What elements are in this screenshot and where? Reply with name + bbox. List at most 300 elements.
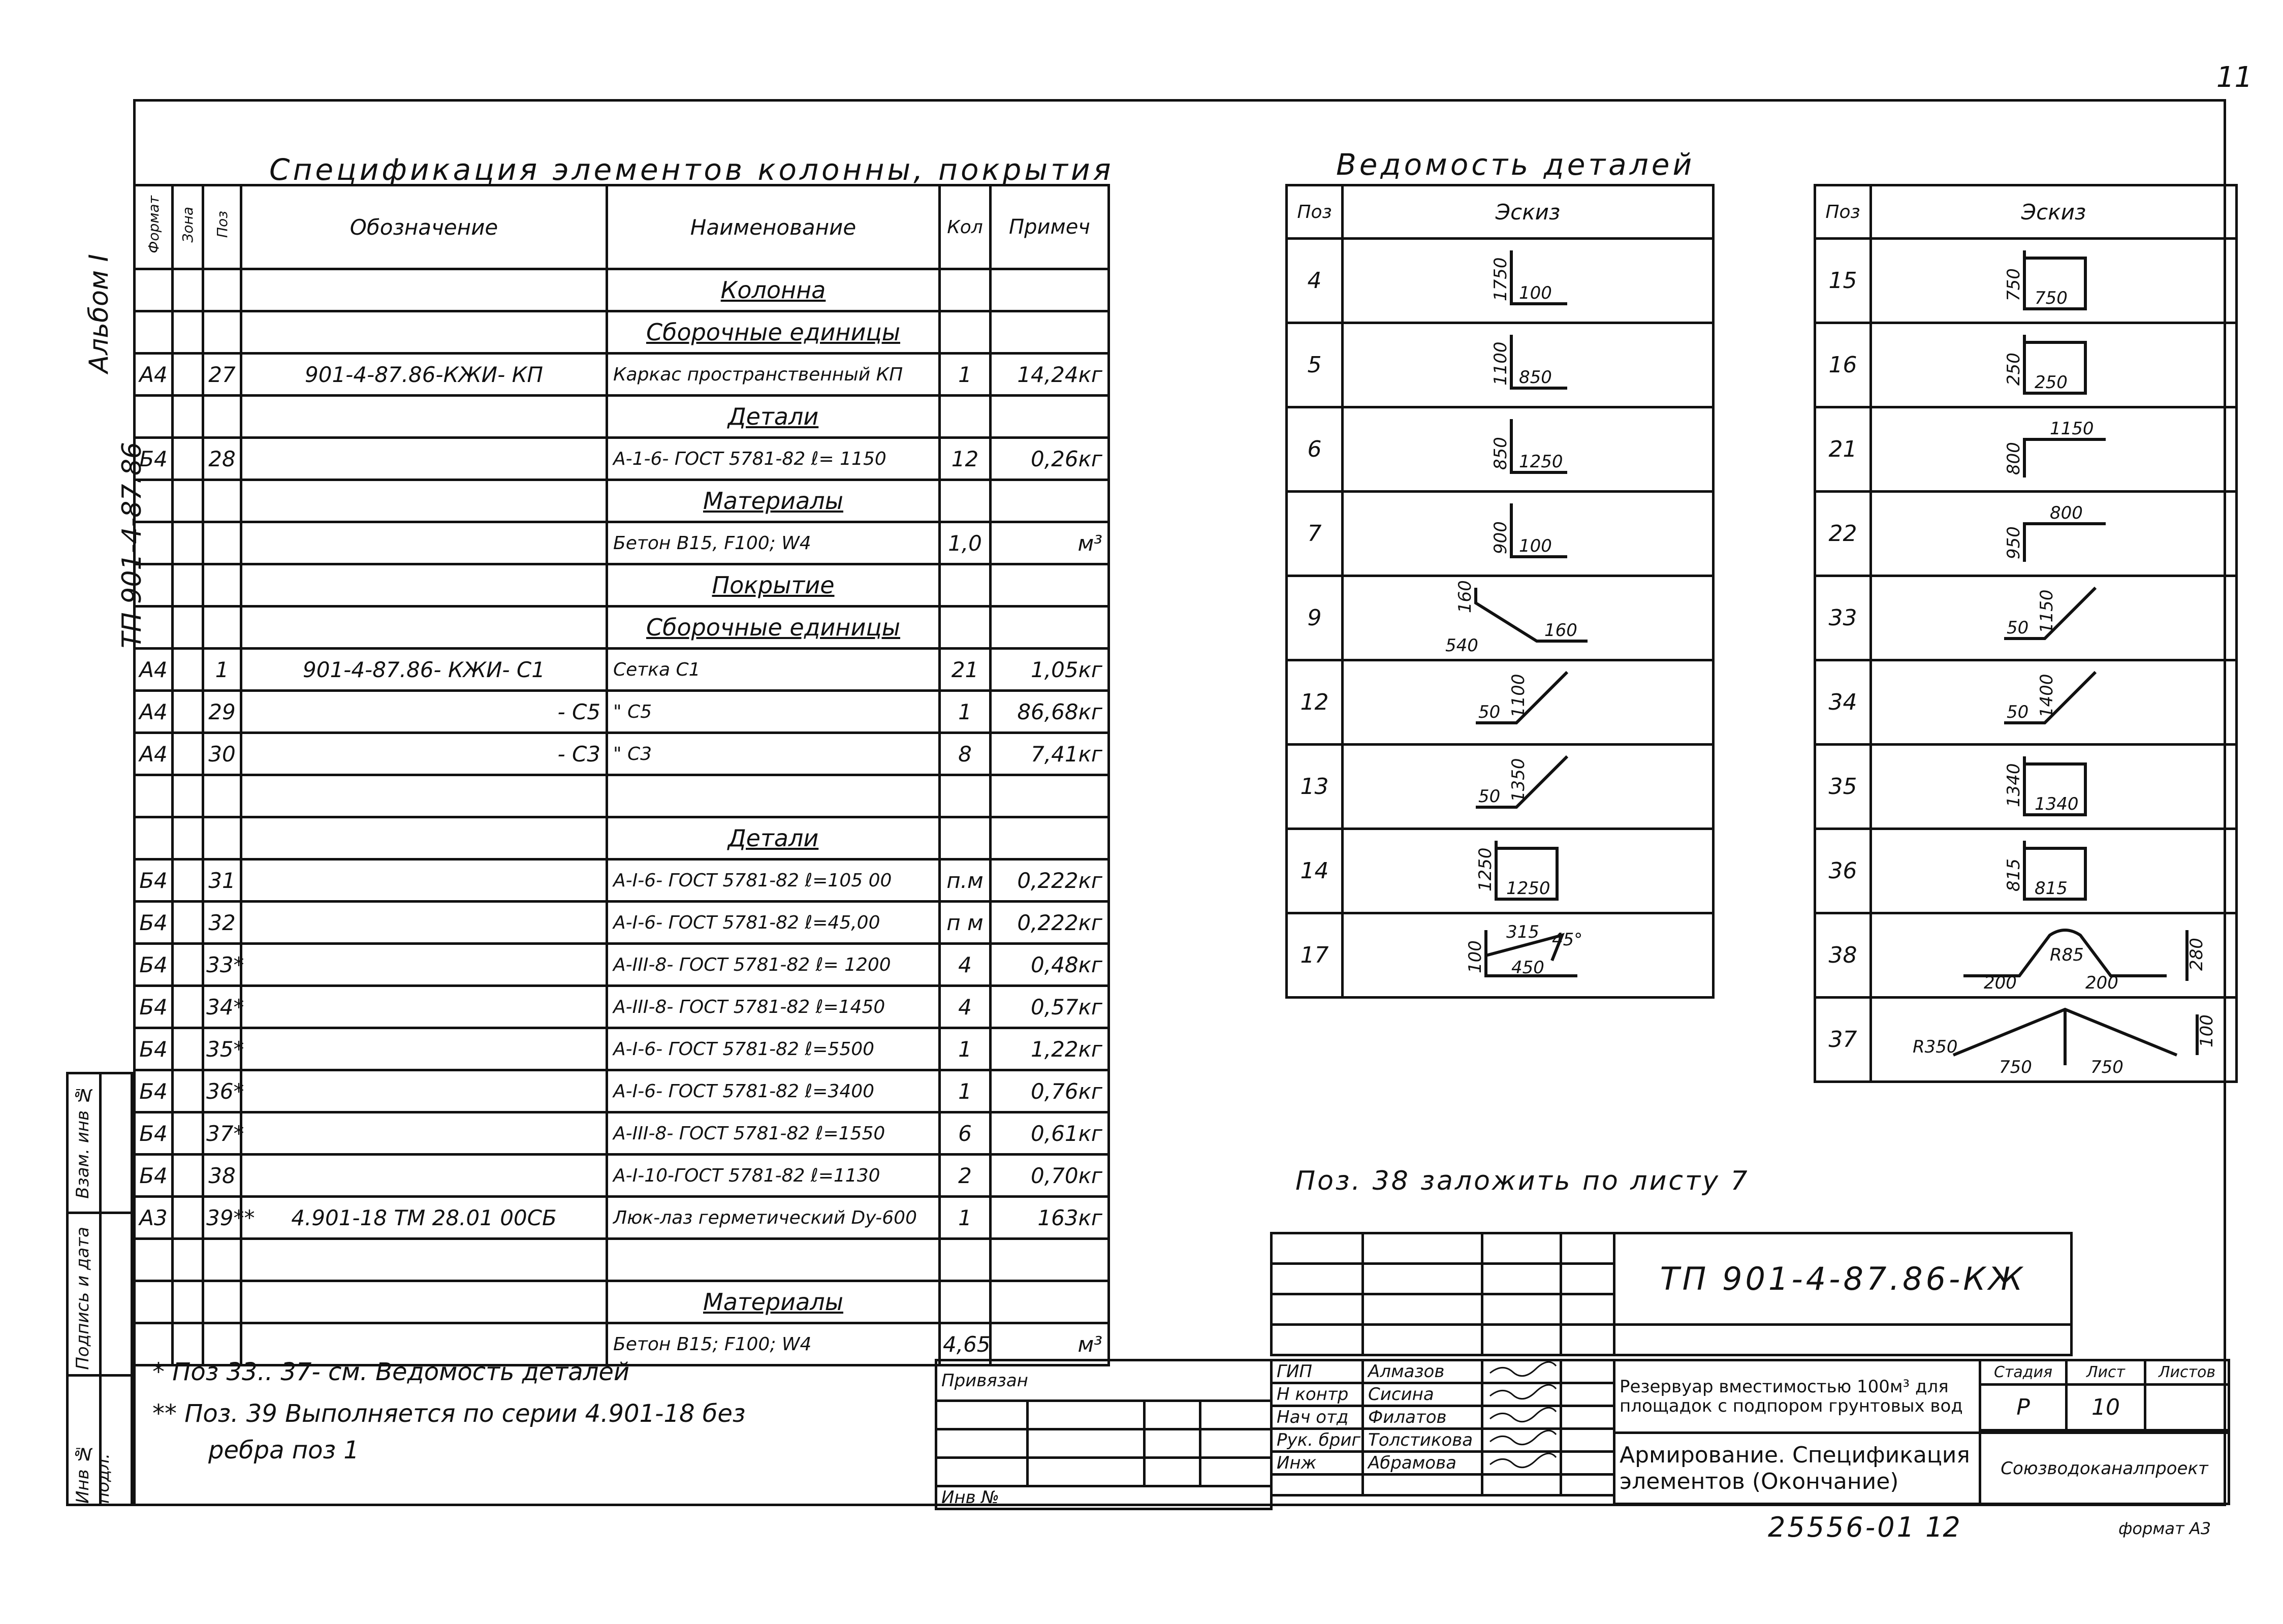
spec-cell-note <box>991 269 1109 311</box>
signature-date-label: Подпись и дата <box>73 1227 93 1370</box>
spec-cell-zone <box>173 396 203 438</box>
sketch-dim: 100 <box>1465 940 1485 973</box>
spec-cell-name: Материалы <box>607 1281 940 1323</box>
detail-sketch <box>1343 492 1714 576</box>
spec-row <box>135 1112 1109 1155</box>
spec-cell-qty: 1,0 <box>940 522 991 564</box>
spec-cell-qty: 8 <box>940 733 991 775</box>
detail-row <box>1287 492 1714 576</box>
role-signature <box>1482 1429 1561 1452</box>
spec-cell-note <box>991 564 1109 607</box>
spec-cell-designation <box>241 1028 607 1070</box>
spec-cell-qty: 1 <box>940 1070 991 1112</box>
signature-scribble <box>1487 1385 1559 1400</box>
sketch-line <box>2024 439 2106 477</box>
spec-cell-designation <box>241 944 607 986</box>
object-block <box>1613 1359 2230 1505</box>
sketch-dim: 750 <box>2035 288 2068 308</box>
spec-cell-name: Покрытие <box>607 564 940 607</box>
spec-cell-name: А-III-8- ГОСТ 5781-82 ℓ=1450 <box>607 986 940 1028</box>
roles-table <box>1270 1359 1615 1496</box>
spec-cell-pos <box>203 775 241 817</box>
detail-row <box>1815 660 2237 745</box>
spec-cell-pos: 28 <box>203 438 241 480</box>
spec-cell-format <box>135 269 173 311</box>
spec-table <box>133 184 1110 1366</box>
spec-row <box>135 986 1109 1028</box>
sketch-dim: 815 <box>2035 878 2068 899</box>
spec-cell-pos <box>203 311 241 354</box>
spec-cell-zone <box>173 522 203 564</box>
spec-cell-format: Б4 <box>135 944 173 986</box>
sheet-label: Лист <box>2067 1360 2145 1385</box>
pos-header: Поз <box>213 211 231 238</box>
detail-sketch <box>1871 576 2237 660</box>
sketch-dim: 160 <box>1544 620 1577 641</box>
drawing-code: ТП 901-4-87.86-КЖ <box>1614 1233 2072 1325</box>
spec-cell-zone <box>173 1070 203 1112</box>
spec-cell-pos: 34* <box>203 986 241 1028</box>
sketch-dim: 850 <box>1519 367 1552 388</box>
spec-cell-qty <box>940 817 991 859</box>
spec-row <box>135 649 1109 691</box>
detail-pos: 38 <box>1815 913 1871 998</box>
role-person: Филатов <box>1363 1406 1482 1429</box>
spec-cell-note: 0,222кг <box>991 902 1109 944</box>
spec-cell-zone <box>173 775 203 817</box>
spec-cell-designation: 901-4-87.86-КЖИ- КП <box>241 354 607 396</box>
spec-cell-format: Б4 <box>135 1155 173 1197</box>
detail-row <box>1287 576 1714 660</box>
detail-sketch <box>1871 492 2237 576</box>
spec-cell-qty: п.м <box>940 859 991 902</box>
role-date <box>1561 1383 1614 1406</box>
spec-row <box>135 817 1109 859</box>
role-title: ГИП <box>1272 1360 1363 1383</box>
spec-cell-designation: - С3 <box>241 733 607 775</box>
sketch-4 <box>1344 240 1699 316</box>
detail-sketch <box>1871 745 2237 829</box>
spec-row <box>135 691 1109 733</box>
spec-row <box>135 269 1109 311</box>
role-title: Нач отд <box>1272 1406 1363 1429</box>
spec-cell-format: Б4 <box>135 1070 173 1112</box>
sketch-dim: 1340 <box>2004 762 2024 807</box>
spec-cell-zone <box>173 986 203 1028</box>
detail-sketch <box>1343 576 1714 660</box>
spec-cell-name: " С3 <box>607 733 940 775</box>
sketch-22 <box>1872 493 2228 569</box>
spec-cell-format <box>135 1281 173 1323</box>
sketch-16 <box>1872 325 2228 401</box>
role-date <box>1561 1406 1614 1429</box>
spec-cell-designation: 901-4-87.86- КЖИ- С1 <box>241 649 607 691</box>
spec-cell-name: А-1-6- ГОСТ 5781-82 ℓ= 1150 <box>607 438 940 480</box>
role-row <box>1272 1452 1614 1475</box>
sketch-dim: 850 <box>1491 436 1511 470</box>
sketch-dim: 1150 <box>2037 589 2057 633</box>
sheets-label: Листов <box>2145 1360 2229 1385</box>
sketch-6 <box>1344 409 1699 485</box>
spec-cell-qty: п м <box>940 902 991 944</box>
sketch-21 <box>1872 409 2228 485</box>
sketch-dim: 1100 <box>1491 341 1511 386</box>
sketch-dim: 1100 <box>1508 673 1529 718</box>
detail-pos: 12 <box>1287 660 1343 745</box>
spec-cell-name: Сборочные единицы <box>607 311 940 354</box>
spec-cell-format: Б4 <box>135 1112 173 1155</box>
note-header: Примеч <box>991 185 1109 269</box>
spec-row <box>135 396 1109 438</box>
spec-cell-qty: 21 <box>940 649 991 691</box>
spec-cell-pos: 31 <box>203 859 241 902</box>
spec-cell-format: А4 <box>135 733 173 775</box>
sketch-dim: 815 <box>2004 858 2024 891</box>
spec-row <box>135 607 1109 649</box>
spec-cell-format <box>135 396 173 438</box>
series-label: ТП 901-4-87.86 <box>117 442 147 649</box>
spec-cell-name: Материалы <box>607 480 940 522</box>
spec-cell-qty: 1 <box>940 354 991 396</box>
spec-cell-format <box>135 311 173 354</box>
sketch-34 <box>1872 662 2228 738</box>
original-inv-label: Инв № подл. <box>73 1443 113 1504</box>
spec-cell-pos <box>203 269 241 311</box>
sheets-value <box>2145 1385 2229 1430</box>
spec-row <box>135 438 1109 480</box>
spec-row <box>135 1028 1109 1070</box>
sketch-14 <box>1344 831 1699 907</box>
role-row <box>1272 1429 1614 1452</box>
detail-row <box>1815 492 2237 576</box>
detail-pos: 6 <box>1287 407 1343 492</box>
spec-cell-pos <box>203 1281 241 1323</box>
inventory-strip <box>66 1072 133 1506</box>
spec-cell-qty: 4,65 <box>940 1323 991 1365</box>
detail-sketch <box>1343 323 1714 407</box>
inv-label: Инв № <box>936 1486 1272 1509</box>
role-date <box>1561 1429 1614 1452</box>
spec-cell-zone <box>173 1197 203 1239</box>
role-signature <box>1482 1383 1561 1406</box>
detail-row <box>1287 239 1714 323</box>
spec-row <box>135 775 1109 817</box>
signature-scribble <box>1487 1453 1559 1469</box>
detail-sketch <box>1871 913 2237 998</box>
sketch-dim: 950 <box>2004 526 2024 559</box>
detail-row <box>1287 407 1714 492</box>
spec-header-row <box>135 185 1109 269</box>
spec-cell-designation: - С5 <box>241 691 607 733</box>
detail-pos: 21 <box>1815 407 1871 492</box>
sketch-dim: 450 <box>1511 957 1544 978</box>
spec-cell-name <box>607 775 940 817</box>
detail-row <box>1815 239 2237 323</box>
spec-cell-qty <box>940 311 991 354</box>
qty-header: Кол <box>940 185 991 269</box>
spec-cell-zone <box>173 817 203 859</box>
sketch-dim: 540 <box>1445 635 1478 656</box>
archive-page: 12 <box>1925 1511 1960 1543</box>
spec-cell-pos <box>203 522 241 564</box>
spec-cell-qty <box>940 480 991 522</box>
sketch-7 <box>1344 493 1699 569</box>
sketch-15 <box>1872 240 2228 316</box>
archive-number: 25556-01 <box>1768 1511 1916 1543</box>
title-block <box>935 1232 2228 1506</box>
spec-cell-name <box>607 1239 940 1281</box>
detail-row <box>1815 998 2237 1082</box>
detail-sketch <box>1343 913 1714 998</box>
spec-cell-note: м³ <box>991 522 1109 564</box>
spec-cell-name: Колонна <box>607 269 940 311</box>
sketch-dim: R85 <box>2050 944 2084 965</box>
spec-cell-designation <box>241 1239 607 1281</box>
spec-cell-designation <box>241 564 607 607</box>
spec-cell-zone <box>173 1281 203 1323</box>
spec-cell-note: 86,68кг <box>991 691 1109 733</box>
spec-cell-pos <box>203 396 241 438</box>
spec-cell-qty: 6 <box>940 1112 991 1155</box>
detail-pos: 36 <box>1815 829 1871 913</box>
spec-cell-format: Б4 <box>135 1028 173 1070</box>
zone-header: Зона <box>179 206 196 243</box>
detail-sketch <box>1343 745 1714 829</box>
role-title: Н контр <box>1272 1383 1363 1406</box>
spec-cell-pos: 1 <box>203 649 241 691</box>
spec-cell-zone <box>173 1155 203 1197</box>
sketch-dim: R350 <box>1913 1036 1958 1057</box>
signature-scribble <box>1487 1362 1559 1377</box>
spec-row <box>135 733 1109 775</box>
spec-cell-designation: 4.901-18 ТМ 28.01 00СБ <box>241 1197 607 1239</box>
spec-cell-format: Б4 <box>135 859 173 902</box>
detail-sketch <box>1343 239 1714 323</box>
spec-cell-qty <box>940 775 991 817</box>
bound-label: Привязан <box>936 1360 1272 1401</box>
spec-cell-name: Люк-лаз герметический Dy-600 <box>607 1197 940 1239</box>
role-title: Рук. бриг <box>1272 1429 1363 1452</box>
sketch-dim: 900 <box>1491 521 1511 554</box>
spec-cell-designation <box>241 1281 607 1323</box>
sketch-dim: 800 <box>2004 441 2024 475</box>
spec-cell-designation <box>241 1112 607 1155</box>
spec-cell-note <box>991 817 1109 859</box>
spec-cell-zone <box>173 944 203 986</box>
details-pos-header: Поз <box>1287 185 1343 239</box>
spec-cell-designation <box>241 817 607 859</box>
spec-cell-note: 1,22кг <box>991 1028 1109 1070</box>
sketch-dim: 100 <box>1519 535 1552 556</box>
spec-cell-format: Б4 <box>135 902 173 944</box>
spec-cell-note: 163кг <box>991 1197 1109 1239</box>
stage-label: Стадия <box>1980 1360 2067 1385</box>
spec-cell-zone <box>173 733 203 775</box>
sketch-36 <box>1872 831 2228 907</box>
note-1: * Поз 33.. 37- см. Ведомость деталей <box>152 1358 630 1386</box>
detail-sketch <box>1343 829 1714 913</box>
spec-cell-zone <box>173 564 203 607</box>
sketch-37 <box>1872 999 2228 1075</box>
spec-cell-name: А-I-6- ГОСТ 5781-82 ℓ=105 00 <box>607 859 940 902</box>
spec-cell-qty: 4 <box>940 944 991 986</box>
spec-cell-qty: 1 <box>940 691 991 733</box>
spec-cell-format: А4 <box>135 354 173 396</box>
sketch-12 <box>1344 662 1699 738</box>
spec-cell-designation <box>241 775 607 817</box>
role-row <box>1272 1360 1614 1383</box>
sketch-dim: 1250 <box>1519 451 1563 472</box>
spec-cell-format <box>135 564 173 607</box>
detail-pos: 7 <box>1287 492 1343 576</box>
detail-sketch <box>1871 998 2237 1082</box>
sketch-dim: 45° <box>1552 929 1583 950</box>
spec-row <box>135 859 1109 902</box>
spec-cell-name: А-I-10-ГОСТ 5781-82 ℓ=1130 <box>607 1155 940 1197</box>
spec-row <box>135 354 1109 396</box>
spec-cell-note: 0,222кг <box>991 859 1109 902</box>
format-header: Формат <box>145 196 162 253</box>
spec-cell-pos <box>203 817 241 859</box>
spec-cell-zone <box>173 1028 203 1070</box>
spec-cell-note <box>991 775 1109 817</box>
spec-cell-name: А-III-8- ГОСТ 5781-82 ℓ= 1200 <box>607 944 940 986</box>
detail-pos: 5 <box>1287 323 1343 407</box>
spec-cell-name: А-III-8- ГОСТ 5781-82 ℓ=1550 <box>607 1112 940 1155</box>
spec-row <box>135 564 1109 607</box>
sketch-dim: 250 <box>2004 352 2024 386</box>
detail-pos: 17 <box>1287 913 1343 998</box>
detail-pos: 34 <box>1815 660 1871 745</box>
spec-cell-format: А3 <box>135 1197 173 1239</box>
sketch-dim: 750 <box>2004 268 2024 301</box>
spec-cell-note: м³ <box>991 1323 1109 1365</box>
role-signature <box>1482 1452 1561 1475</box>
details-sketch-header: Эскиз <box>1343 185 1714 239</box>
spec-cell-note: 0,70кг <box>991 1155 1109 1197</box>
sketch-dim: 200 <box>2085 972 2118 993</box>
sketch-9 <box>1344 578 1699 654</box>
detail-pos: 13 <box>1287 745 1343 829</box>
notes <box>152 1354 745 1469</box>
spec-cell-name: А-I-6- ГОСТ 5781-82 ℓ=5500 <box>607 1028 940 1070</box>
sketch-dim: 750 <box>1999 1057 2032 1077</box>
detail-row <box>1287 323 1714 407</box>
spec-cell-pos: 29 <box>203 691 241 733</box>
detail-sketch <box>1343 660 1714 745</box>
album-label: Альбом I <box>84 254 114 373</box>
spec-cell-qty: 2 <box>940 1155 991 1197</box>
detail-sketch <box>1871 829 2237 913</box>
spec-cell-qty <box>940 269 991 311</box>
spec-cell-note <box>991 396 1109 438</box>
sketch-38 <box>1872 915 2228 991</box>
spec-cell-zone <box>173 902 203 944</box>
spec-cell-qty: 4 <box>940 986 991 1028</box>
detail-sketch <box>1871 660 2237 745</box>
spec-cell-pos: 27 <box>203 354 241 396</box>
role-date <box>1561 1452 1614 1475</box>
spec-cell-designation <box>241 311 607 354</box>
spec-cell-pos: 33* <box>203 944 241 986</box>
sketch-dim: 200 <box>1984 972 2017 993</box>
spec-cell-zone <box>173 1239 203 1281</box>
spec-cell-designation <box>241 986 607 1028</box>
spec-cell-designation <box>241 902 607 944</box>
detail-row <box>1815 323 2237 407</box>
sketch-dim: 100 <box>1519 282 1552 303</box>
details-left-header <box>1287 185 1714 239</box>
spec-cell-note: 7,41кг <box>991 733 1109 775</box>
spec-cell-format <box>135 607 173 649</box>
spec-cell-qty: 12 <box>940 438 991 480</box>
role-row-empty <box>1272 1475 1614 1495</box>
spec-cell-zone <box>173 269 203 311</box>
spec-row <box>135 944 1109 986</box>
spec-cell-qty <box>940 396 991 438</box>
spec-cell-note <box>991 311 1109 354</box>
spec-cell-zone <box>173 311 203 354</box>
detail-pos: 15 <box>1815 239 1871 323</box>
detail-pos: 22 <box>1815 492 1871 576</box>
sketch-17 <box>1344 915 1699 991</box>
sketch-dim: 1400 <box>2037 673 2057 718</box>
detail-row <box>1815 407 2237 492</box>
sheet-value: 10 <box>2067 1385 2145 1430</box>
object-name: Резервуар вместимостью 100м³ для площадок с подпором грунтовых вод <box>1614 1360 1980 1433</box>
spec-cell-designation <box>241 522 607 564</box>
spec-cell-designation <box>241 480 607 522</box>
spec-cell-name: " С5 <box>607 691 940 733</box>
spec-cell-note <box>991 607 1109 649</box>
sketch-dim: 280 <box>2186 937 2207 971</box>
spec-cell-note: 0,48кг <box>991 944 1109 986</box>
spec-cell-name: Каркас пространственный КП <box>607 354 940 396</box>
page-number: 11 <box>2216 61 2253 94</box>
role-row <box>1272 1406 1614 1429</box>
detail-sketch <box>1871 239 2237 323</box>
spec-cell-name: А-I-6- ГОСТ 5781-82 ℓ=45,00 <box>607 902 940 944</box>
spec-cell-format: А4 <box>135 691 173 733</box>
spec-row <box>135 902 1109 944</box>
role-person: Алмазов <box>1363 1360 1482 1383</box>
sketch-line <box>2024 524 2106 562</box>
spec-row <box>135 522 1109 564</box>
organization: Союзводоканалпроект <box>1980 1433 2229 1504</box>
spec-cell-qty: 1 <box>940 1197 991 1239</box>
spec-cell-format: Б4 <box>135 438 173 480</box>
spec-cell-designation <box>241 607 607 649</box>
role-person: Сисина <box>1363 1383 1482 1406</box>
spec-cell-pos: 37* <box>203 1112 241 1155</box>
spec-cell-name: Сетка С1 <box>607 649 940 691</box>
detail-pos: 16 <box>1815 323 1871 407</box>
details-sketch-header-right: Эскиз <box>1871 185 2237 239</box>
sketch-dim: 50 <box>1478 702 1501 722</box>
spec-cell-note: 1,05кг <box>991 649 1109 691</box>
spec-cell-qty: 1 <box>940 1028 991 1070</box>
detail-pos: 37 <box>1815 998 1871 1082</box>
sketch-35 <box>1872 746 2228 822</box>
sketch-dim: 250 <box>2035 372 2068 393</box>
detail-row <box>1815 576 2237 660</box>
detail-sketch <box>1343 407 1714 492</box>
spec-cell-note: 0,61кг <box>991 1112 1109 1155</box>
details-title: Ведомость деталей <box>1336 147 1695 182</box>
detail-pos: 4 <box>1287 239 1343 323</box>
binding-block <box>935 1359 1273 1510</box>
spec-cell-pos: 36* <box>203 1070 241 1112</box>
